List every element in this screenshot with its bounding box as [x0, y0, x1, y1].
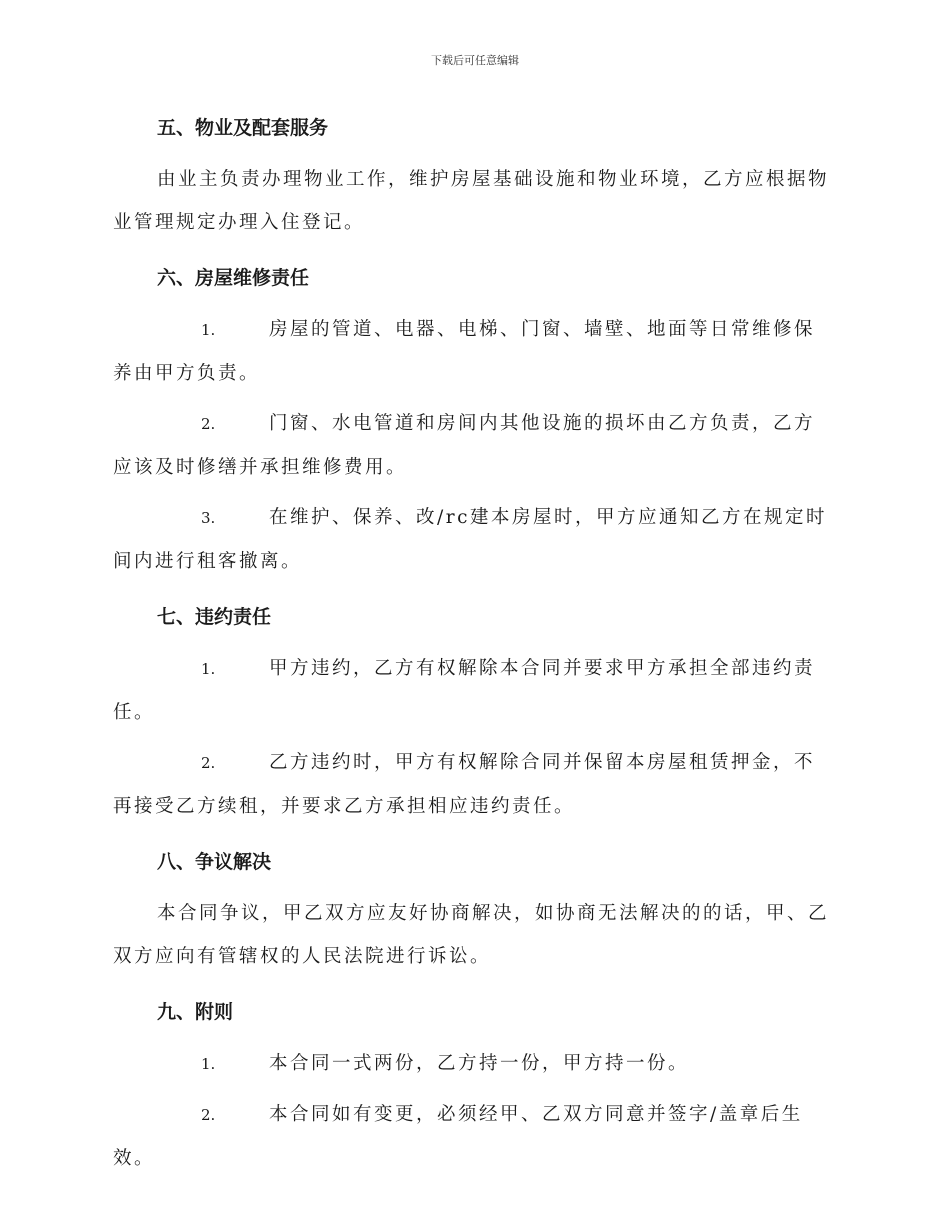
- item-number: 1.: [201, 321, 216, 339]
- document-body: [113, 112, 833, 1180]
- item-text: 在维护、保养、改/rc建本房屋时，甲方应通知乙方在规定时间内进行租客撤离。: [113, 507, 827, 572]
- item-number: 1.: [201, 660, 216, 678]
- list-item: [113, 402, 833, 489]
- list-item: [113, 1042, 833, 1086]
- item-text: 房屋的管道、电器、电梯、门窗、墙壁、地面等日常维修保养由甲方负责。: [113, 319, 816, 384]
- page-header: 下载后可任意编辑: [431, 54, 519, 67]
- section-8-paragraph: 本合同争议，甲乙双方应友好协商解决，如协商无法解决的的话，甲、乙双方应向有管辖权的人民法院进行诉讼。: [113, 903, 830, 967]
- section-heading-8: 八、争议解决: [157, 851, 272, 873]
- list-item: [113, 1093, 833, 1180]
- item-text: 乙方违约时，甲方有权解除合同并保留本房屋租赁押金，不再接受乙方续租，并要求乙方承担相应违约责任。: [113, 752, 816, 817]
- item-text: 甲方违约，乙方有权解除本合同并要求甲方承担全部违约责任。: [113, 658, 816, 723]
- list-item: [113, 741, 833, 828]
- item-number: 2.: [201, 754, 216, 772]
- item-text: 本合同如有变更，必须经甲、乙双方同意并签字/盖章后生效。: [113, 1104, 803, 1169]
- item-number: 2.: [201, 415, 216, 433]
- list-item: [113, 308, 833, 395]
- section-heading-9: 九、附则: [157, 1001, 234, 1023]
- section-heading-7: 七、违约责任: [157, 606, 272, 628]
- list-item: [113, 496, 833, 583]
- item-number: 3.: [201, 509, 216, 527]
- item-number: 1.: [201, 1055, 216, 1073]
- item-number: 2.: [201, 1106, 216, 1124]
- section-heading-5: 五、物业及配套服务: [157, 117, 329, 139]
- item-text: 门窗、水电管道和房间内其他设施的损坏由乙方负责，乙方应该及时修缮并承担维修费用。: [113, 413, 816, 478]
- section-5-paragraph: 由业主负责办理物业工作，维护房屋基础设施和物业环境，乙方应根据物业管理规定办理入住登记。: [113, 169, 830, 233]
- item-text: 本合同一式两份，乙方持一份，甲方持一份。: [269, 1053, 690, 1074]
- list-item: [113, 647, 833, 734]
- section-heading-6: 六、房屋维修责任: [157, 267, 310, 289]
